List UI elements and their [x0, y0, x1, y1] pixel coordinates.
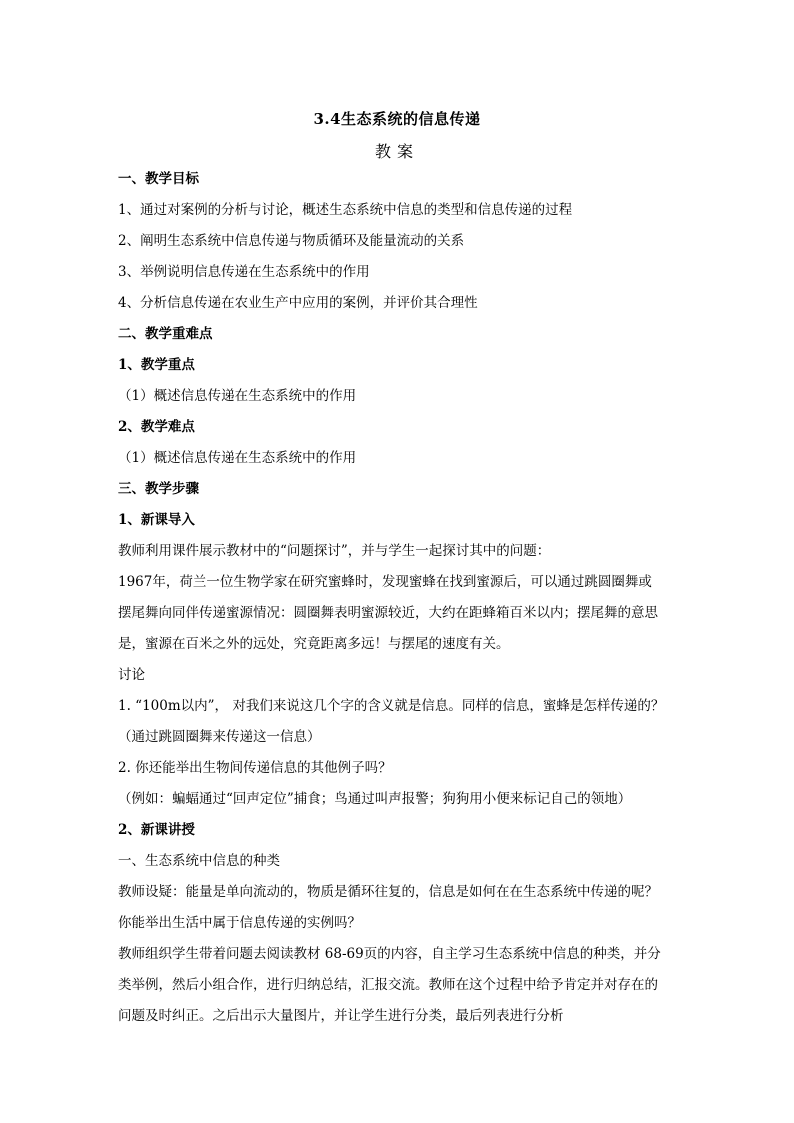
- section-heading: 1、新课导入: [118, 512, 195, 528]
- body-text-line: 类举例，然后小组合作，进行归纳总结，汇报交流。教师在这个过程中给予肯定并对存在的: [118, 977, 658, 993]
- document-body: [118, 164, 678, 1032]
- body-text-line: 一、生态系统中信息的种类: [118, 853, 280, 869]
- body-text-line: 摆尾舞向同伴传递蜜源情况：圆圈舞表明蜜源较近，大约在距蜂箱百米以内；摆尾舞的意思: [118, 605, 658, 621]
- body-text-line: 2. 你还能举出生物间传递信息的其他例子吗？: [118, 760, 392, 776]
- body-text-line: （例如：蝙蝠通过“回声定位”捕食；鸟通过叫声报警；狗狗用小便来标记自己的领地）: [118, 791, 632, 807]
- section-heading: 三、教学步骤: [118, 481, 199, 497]
- body-text-line: 教师组织学生带着问题去阅读教材 68-69页的内容，自主学习生态系统中信息的种类，并分: [118, 946, 661, 962]
- document-subtitle: 教案: [374, 142, 419, 161]
- body-text-line: 讨论: [118, 667, 145, 683]
- section-heading: 1、教学重点: [118, 357, 195, 373]
- body-text-line: 你能举出生活中属于信息传递的实例吗？: [118, 915, 361, 931]
- body-text-line: （1）概述信息传递在生态系统中的作用: [118, 450, 357, 466]
- body-text-line: 问题及时纠正。之后出示大量图片，并让学生进行分类，最后列表进行分析: [118, 1008, 564, 1024]
- section-heading: 2、教学难点: [118, 419, 195, 435]
- body-text-line: 1. “100m以内”， 对我们来说这几个字的含义就是信息。同样的信息，蜜蜂是怎样传递的？: [118, 698, 665, 714]
- section-heading: 一、教学目标: [118, 171, 199, 187]
- body-text-line: 1967年，荷兰一位生物学家在研究蜜蜂时，发现蜜蜂在找到蜜源后，可以通过跳圆圈舞或: [118, 574, 652, 590]
- body-text-line: 4、分析信息传递在农业生产中应用的案例，并评价其合理性: [118, 295, 478, 311]
- body-text-line: 2、阐明生态系统中信息传递与物质循环及能量流动的关系: [118, 233, 465, 249]
- body-text-line: 1、通过对案例的分析与讨论，概述生态系统中信息的类型和信息传递的过程: [118, 202, 573, 218]
- body-text-line: 是，蜜源在百米之外的远处，究竟距离多远！与摆尾的速度有关。: [118, 636, 510, 652]
- document-title: 3.4生态系统的信息传递: [313, 110, 481, 128]
- section-heading: 2、新课讲授: [118, 822, 195, 838]
- body-text-line: 教师利用课件展示教材中的“问题探讨”，并与学生一起探讨其中的问题：: [118, 543, 551, 559]
- body-text-line: 教师设疑：能量是单向流动的，物质是循环往复的，信息是如何在在生态系统中传递的呢？: [118, 884, 658, 900]
- section-heading: 二、教学重难点: [118, 326, 213, 342]
- body-text-line: （1）概述信息传递在生态系统中的作用: [118, 388, 357, 404]
- body-text-line: 3、举例说明信息传递在生态系统中的作用: [118, 264, 370, 280]
- body-text-line: （通过跳圆圈舞来传递这一信息）: [118, 729, 321, 745]
